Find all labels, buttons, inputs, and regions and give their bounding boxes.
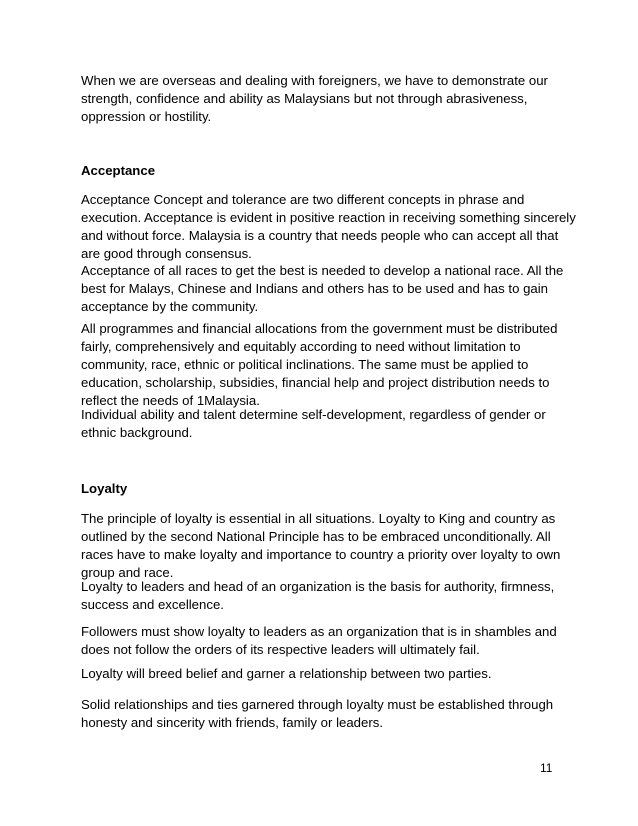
text-line: does not follow the orders of its respective leaders will ultimately fail.	[81, 642, 480, 657]
text-line: best for Malays, Chinese and Indians and others has to be used and has to gain	[81, 281, 548, 296]
text-line: All programmes and financial allocations from the government must be distributed	[81, 321, 558, 336]
text-line: group and race.	[81, 565, 174, 580]
text-line: Solid relationships and ties garnered through loyalty must be established through	[81, 697, 554, 712]
text-line: Individual ability and talent determine self-development, regardless of gender or	[81, 407, 546, 422]
text-line: Loyalty will breed belief and garner a relationship between two parties.	[81, 666, 492, 681]
loyalty-paragraph-1	[81, 510, 561, 582]
text-line: education, scholarship, subsidies, financial help and project distribution needs to	[81, 375, 550, 390]
text-line: oppression or hostility.	[81, 109, 212, 124]
text-line: outlined by the second National Principle has to be embraced unconditionally. All	[81, 529, 551, 544]
section-heading-acceptance: Acceptance	[81, 163, 156, 178]
loyalty-paragraph-3	[81, 623, 561, 659]
section-heading-loyalty: Loyalty	[81, 481, 128, 496]
text-line: community, race, ethnic or political inclinations. The same must be applied to	[81, 357, 529, 372]
text-line: reflect the needs of 1Malaysia.	[81, 393, 260, 408]
acceptance-paragraph-1	[81, 191, 576, 263]
text-line: When we are overseas and dealing with foreigners, we have to demonstrate our	[81, 73, 548, 88]
text-line: Acceptance Concept and tolerance are two different concepts in phrase and	[81, 192, 525, 207]
text-line: Loyalty to leaders and head of an organization is the basis for authority, firmness,	[81, 579, 555, 594]
acceptance-paragraph-2	[81, 262, 564, 316]
loyalty-paragraph-2	[81, 578, 561, 614]
intro-paragraph	[81, 72, 561, 126]
acceptance-paragraph-4	[81, 406, 561, 442]
text-line: and without force. Malaysia is a country that needs people who can accept all that	[81, 228, 559, 243]
text-line: are good through consensus.	[81, 246, 252, 261]
text-line: acceptance by the community.	[81, 299, 259, 314]
loyalty-paragraph-5	[81, 696, 561, 732]
text-line: strength, confidence and ability as Malaysians but not through abrasiveness,	[81, 91, 528, 106]
text-line: execution. Acceptance is evident in positive reaction in receiving something sincerely	[81, 210, 576, 225]
text-line: Acceptance of all races to get the best is needed to develop a national race. All the	[81, 263, 564, 278]
text-line: success and excellence.	[81, 597, 224, 612]
text-line: The principle of loyalty is essential in all situations. Loyalty to King and country as	[81, 511, 556, 526]
acceptance-paragraph-3	[81, 320, 561, 410]
text-line: Followers must show loyalty to leaders as an organization that is in shambles and	[81, 624, 557, 639]
loyalty-paragraph-4	[81, 665, 561, 683]
text-line: honesty and sincerity with friends, family or leaders.	[81, 715, 383, 730]
page-number: 11	[540, 761, 553, 775]
text-line: fairly, comprehensively and equitably according to need without limitation to	[81, 339, 521, 354]
text-line: ethnic background.	[81, 425, 193, 440]
text-line: races have to make loyalty and importance to country a priority over loyalty to own	[81, 547, 561, 562]
